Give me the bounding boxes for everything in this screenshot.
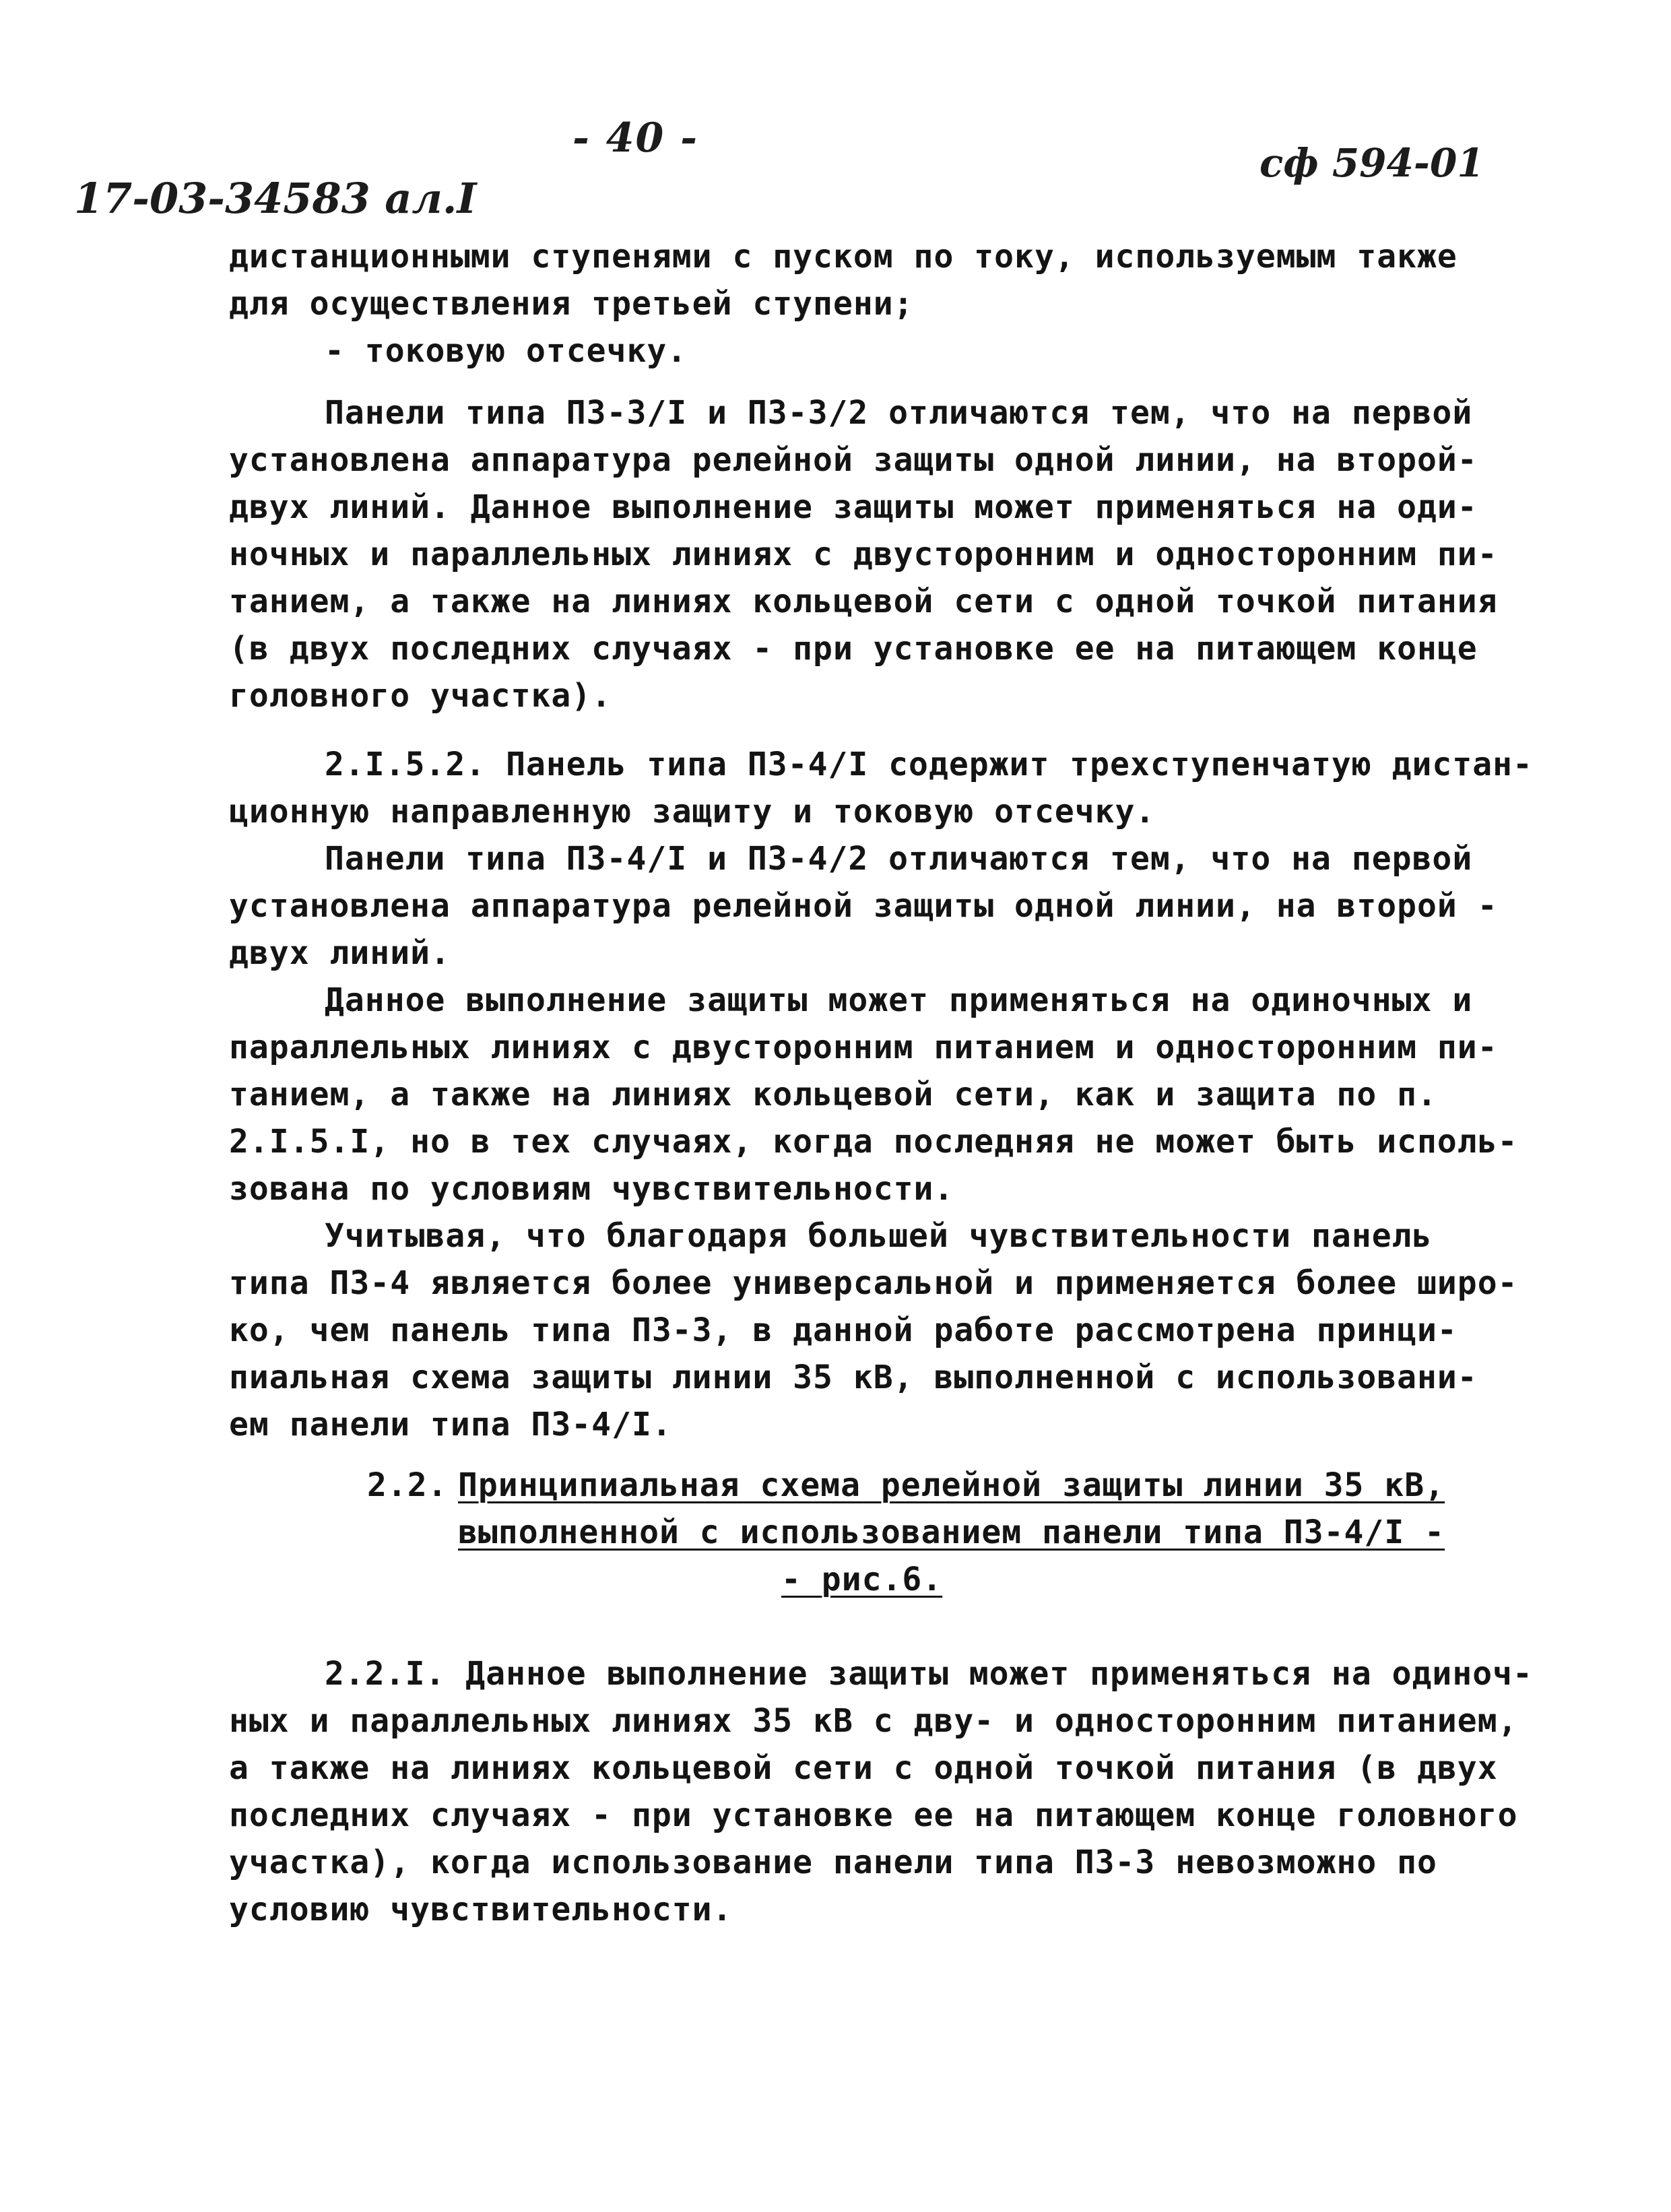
text-line: 2.2.I. Данное выполнение защиты может применяться на одиноч- bbox=[325, 1655, 1533, 1693]
text-line: ционную направленную защиту и токовую отсечку. bbox=[229, 793, 1156, 831]
text-line: танием, а также на линиях кольцевой сети, как и защита по п. bbox=[229, 1076, 1437, 1113]
text-line: 2.I.5.2. Панель типа ПЗ-4/I содержит трехступенчатую дистан- bbox=[325, 746, 1533, 783]
page-number: - 40 - bbox=[572, 115, 699, 162]
section-number: 2.2. bbox=[367, 1466, 448, 1504]
text-line: параллельных линиях с двусторонним питанием и односторонним пи- bbox=[229, 1029, 1498, 1066]
section-heading-line-2 bbox=[458, 1509, 1671, 1556]
text-line: ко, чем панель типа ПЗ-3, в данной работе рассмотрена принци- bbox=[229, 1311, 1457, 1349]
text-line: двух линий. Данное выполнение защиты может применяться на оди- bbox=[229, 488, 1478, 526]
registration-number-handwritten: 17-03-34583 ал.I bbox=[74, 174, 477, 223]
section-heading-text: Принципиальная схема релейной защиты линии 35 кВ, bbox=[458, 1466, 1445, 1504]
text-line: типа ПЗ-4 является более универсальной и применяется более широ- bbox=[229, 1264, 1518, 1302]
text-line: пиальная схема защиты линии 35 кВ, выполненной с использовани- bbox=[229, 1359, 1478, 1396]
text-line: установлена аппаратура релейной защиты одной линии, на второй- bbox=[229, 441, 1478, 479]
text-line: танием, а также на линиях кольцевой сети с одной точкой питания bbox=[229, 583, 1498, 620]
text-line: - токовую отсечку. bbox=[325, 332, 688, 370]
text-line: зована по условиям чувствительности. bbox=[229, 1170, 954, 1208]
text-line: головного участка). bbox=[229, 677, 612, 715]
text-line: (в двух последних случаях - при установке ее на питающем конце bbox=[229, 630, 1478, 668]
document-id-handwritten: сф 594-01 bbox=[1259, 140, 1484, 186]
text-line: 2.I.5.I, но в тех случаях, когда последняя не может быть исполь- bbox=[229, 1123, 1518, 1161]
text-line: Учитывая, что благодаря большей чувствительности панель bbox=[325, 1217, 1433, 1255]
text-line: а также на линиях кольцевой сети с одной точкой питания (в двух bbox=[229, 1749, 1498, 1787]
text-line: ных и параллельных линиях 35 кВ с дву- и односторонним питанием, bbox=[229, 1702, 1518, 1740]
section-heading-line-3 bbox=[781, 1556, 1671, 1603]
text-line: последних случаях - при установке ее на питающем конце головного bbox=[229, 1796, 1518, 1834]
text-line: дистанционными ступенями с пуском по току, используемым также bbox=[229, 238, 1457, 275]
text-line: Панели типа ПЗ-4/I и ПЗ-4/2 отличаются тем, что на первой bbox=[325, 840, 1473, 878]
section-heading-text: выполненной с использованием панели типа ПЗ-4/I - bbox=[458, 1514, 1445, 1551]
section-heading-text: - рис.6. bbox=[781, 1561, 943, 1598]
text-line: для осуществления третьей ступени; bbox=[229, 285, 914, 323]
text-line: Данное выполнение защиты может применяться на одиночных и bbox=[325, 981, 1473, 1019]
section-heading-line-1 bbox=[458, 1462, 1671, 1509]
text-line: двух линий. bbox=[229, 934, 451, 972]
text-line: установлена аппаратура релейной защиты одной линии, на второй - bbox=[229, 887, 1498, 925]
text-line: участка), когда использование панели типа ПЗ-3 невозможно по bbox=[229, 1844, 1437, 1881]
text-line: Панели типа ПЗ-3/I и ПЗ-3/2 отличаются тем, что на первой bbox=[325, 394, 1473, 432]
text-line: условию чувствительности. bbox=[229, 1891, 733, 1928]
text-line: ем панели типа ПЗ-4/I. bbox=[229, 1406, 672, 1443]
text-line: ночных и параллельных линиях с двусторонним и односторонним пи- bbox=[229, 535, 1498, 573]
